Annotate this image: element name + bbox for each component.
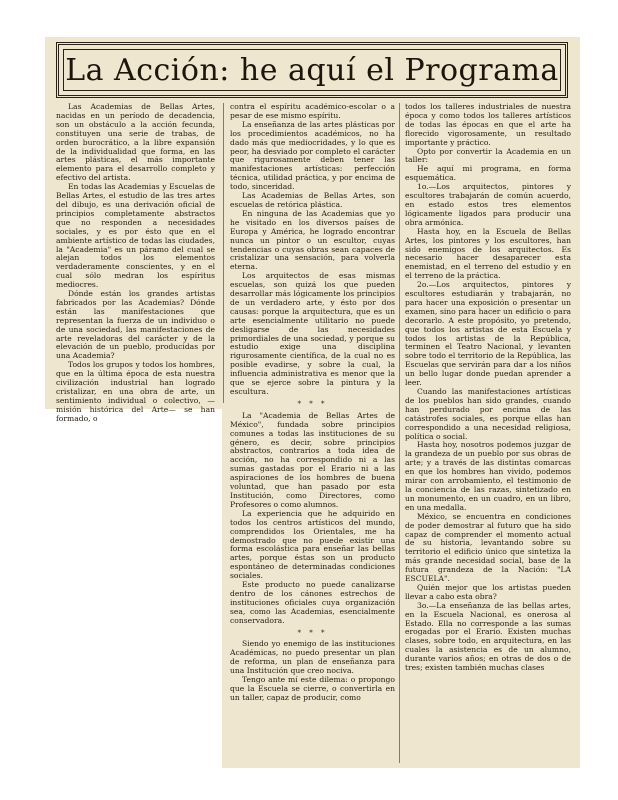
paragraph: La experiencia que he adquirido en todos los centros artísticos del mundo, comprendidos los Orientales, me ha demostrado que no puede existir una forma escolástica para enseñar las bellas artes, porque éstas son un producto espontáneo de determinadas condiciones sociales. <box>230 508 395 581</box>
paragraph: Opto por convertir la Academia en un taller: <box>405 146 571 165</box>
article-column-3 <box>405 103 571 673</box>
paragraph: Hasta hoy, en la Escuela de Bellas Artes, los pintores y los escultores, han sido enemigos de los arquitectos. Es necesario hacer desaparecer esta enemistad, en el terreno del estudio y en el terreno de la práctica. <box>405 226 571 281</box>
paragraph: México, se encuentra en condiciones de poder demostrar al futuro que ha sido capaz de comprender el momento actual de su historia, levantando sobre su territorio el edificio único que sintetiza la más grande necesidad social, base de la futura grandeza de la Nación: "LA ESCUELA". <box>405 511 571 584</box>
paragraph: La enseñanza de las artes plásticas por los procedimientos académicos, no ha dado más que mediocridades, y lo que es peor, ha desviado por completo el carácter que rigurosamente deben tener las manifestaciones artísticas: perfección técnica, utilidad práctica, y por encima de todo, sinceridad. <box>230 119 395 192</box>
article-column-2 <box>230 103 395 703</box>
paragraph: He aquí mi programa, en forma esquemática. <box>405 164 571 183</box>
paragraph: En ninguna de las Academias que yo he visitado en los diversos países de Europa y América, he logrado encontrar nunca un pintor o un escultor, cuyas tendencias o cuyas obras sean capaces de cristalizar una sensación, para volverla eterna. <box>230 208 395 272</box>
paragraph: Todos los grupos y todos los hombres, que en la última época de esta nuestra civilización industrial han logrado cristalizar, en una obra de arte, un sentimiento individual o colectivo, —misión histórica del Arte— se han formado, o <box>56 360 215 423</box>
paragraph: Este producto no puede canalizarse dentro de los cánones estrechos de instituciones oficiales cuya organización sea, como las Academias, esencialmente conservadora. <box>230 580 395 625</box>
column-divider <box>399 103 400 763</box>
paragraph: Dónde están los grandes artistas fabricados por las Academias? Dónde están las manifestaciones que representan la fuerza de un individuo o de una sociedad, las manifestaciones de arte reveladoras del carácter y de la elevación de un pueblo, producidas por una Academia? <box>56 289 215 361</box>
paragraph: contra el espíritu académico-escolar o a pesar de ese mismo espíritu. <box>230 102 395 120</box>
paragraph: Hasta hoy, nosotros podemos juzgar de la grandeza de un pueblo por sus obras de arte; y a través de las distintas comarcas en que los hombres han vivido, podemos mirar con arrobamiento, el testimonio de la conciencia de las razas, sintetizado en un monumento, en un cuadro, en un libro, en una medalla. <box>405 440 571 512</box>
paragraph: En todas las Academias y Escuelas de Bellas Artes, el estudio de las tres artes del dibujo, es una derivación oficial de principios completamente abstractos que no responden a necesidades sociales, y es por ésto que en el ambiente artístico de todas las ciudades, la "Academia" es un páramo del cual se alejan todos los elementos verdaderamente conscientes, y en el cual sólo medran los espíritus mediocres. <box>56 182 215 290</box>
paragraph: 1o.—Los arquitectos, pintores y escultores trabajarán de común acuerdo, en estado estos tres elementos lógicamente ligados para producir una obra armónica. <box>405 182 571 227</box>
paragraph: Siendo yo enemigo de las instituciones Académicas, no puedo presentar un plan de reforma, un plan de enseñanza para una Institución que creo nociva. <box>230 639 395 676</box>
paragraph: 3o.—La enseñanza de las bellas artes, en la Escuela Nacional, es onerosa al Estado. Ella no corresponde a las sumas erogadas por el Erario. Existen muchas clases, sobre todo, en arquitectura, en las cuales la asistencia es de un alumno, durante varios años; en otras de dos o de tres; existen también muchas clases <box>405 600 571 673</box>
paragraph: La "Academia de Bellas Artes de México", fundada sobre principios comunes a todas las instituciones de su género, es decir, sobre principios abstractos, contrarios a toda idea de acción, no ha correspondido ni a las sumas gastadas por el Erario ni a las aspiraciones de los hombres de buena voluntad, que han pasado por esta Institución, como Directores, como Profesores o como alumnos. <box>230 410 395 509</box>
paragraph: Cuando las manifestaciones artísticas de los pueblos han sido grandes, cuando han perdurado por encima de las catástrofes sociales, es porque ellas han correspondido a una necesidad religiosa, política o social. <box>405 387 571 441</box>
column-divider <box>223 103 224 403</box>
paragraph: Los arquitectos de esas mismas escuelas, son quizá los que pueden desarrollar más lógicamente los principios de un verdadero arte, y ésto por dos causas: porque la arquitectura, que es un arte esencialmente utilitario no puede desligarse de las necesidades primordiales de una sociedad, y porque su estudio exige una disciplina rigurosamente científica, de la cual no es posible evadirse, y sobre la cual, la influencia administrativa es menor que la que se ejerce sobre la pintura y la escultura. <box>230 271 395 396</box>
paragraph: Las Academias de Bellas Artes, nacidas en un período de decadencia, son un obstáculo a la acción fecunda, constituyen una serie de trabas, de orden burocrático, a la libre expansión de la individualidad que forma, en las artes plásticas, el más importante elemento para el desarrollo completo y efectivo del artista. <box>56 102 215 183</box>
paragraph: 2o.—Los arquitectos, pintores y escultores estudiarán y trabajarán, no para hacer una exposición o presentar un examen, sino para hacer un edificio o para decorarlo. A este propósito, yo pretendo, que todos los artistas de esta Escuela y todos los artistas de la República, terminen el Teatro Nacional, y levanten sobre todo el territorio de la República, las Escuelas que servirán para dar a los niños un bello lugar donde puedan aprender a leer. <box>405 280 571 388</box>
section-separator: * * * <box>297 628 328 637</box>
paragraph: Quién mejor que los artistas pueden llevar a cabo esta obra? <box>405 582 571 601</box>
article-title-frame <box>56 42 568 98</box>
paragraph: todos los talleres industriales de nuestra época y como todos los talleres artísticos de todas las épocas en que el arte ha florecido vigorosamente, un resultado importante y práctico. <box>405 102 571 147</box>
article-title: La Acción: he aquí el Programa <box>65 52 559 88</box>
article-column-1 <box>56 103 215 424</box>
section-separator: * * * <box>297 399 328 408</box>
paragraph: Las Academias de Bellas Artes, son escuelas de retórica plástica. <box>230 191 395 209</box>
paragraph: Tengo ante mí este dilema: o propongo que la Escuela se cierre, o convertirla en un taller, capaz de producir, como <box>230 675 395 702</box>
